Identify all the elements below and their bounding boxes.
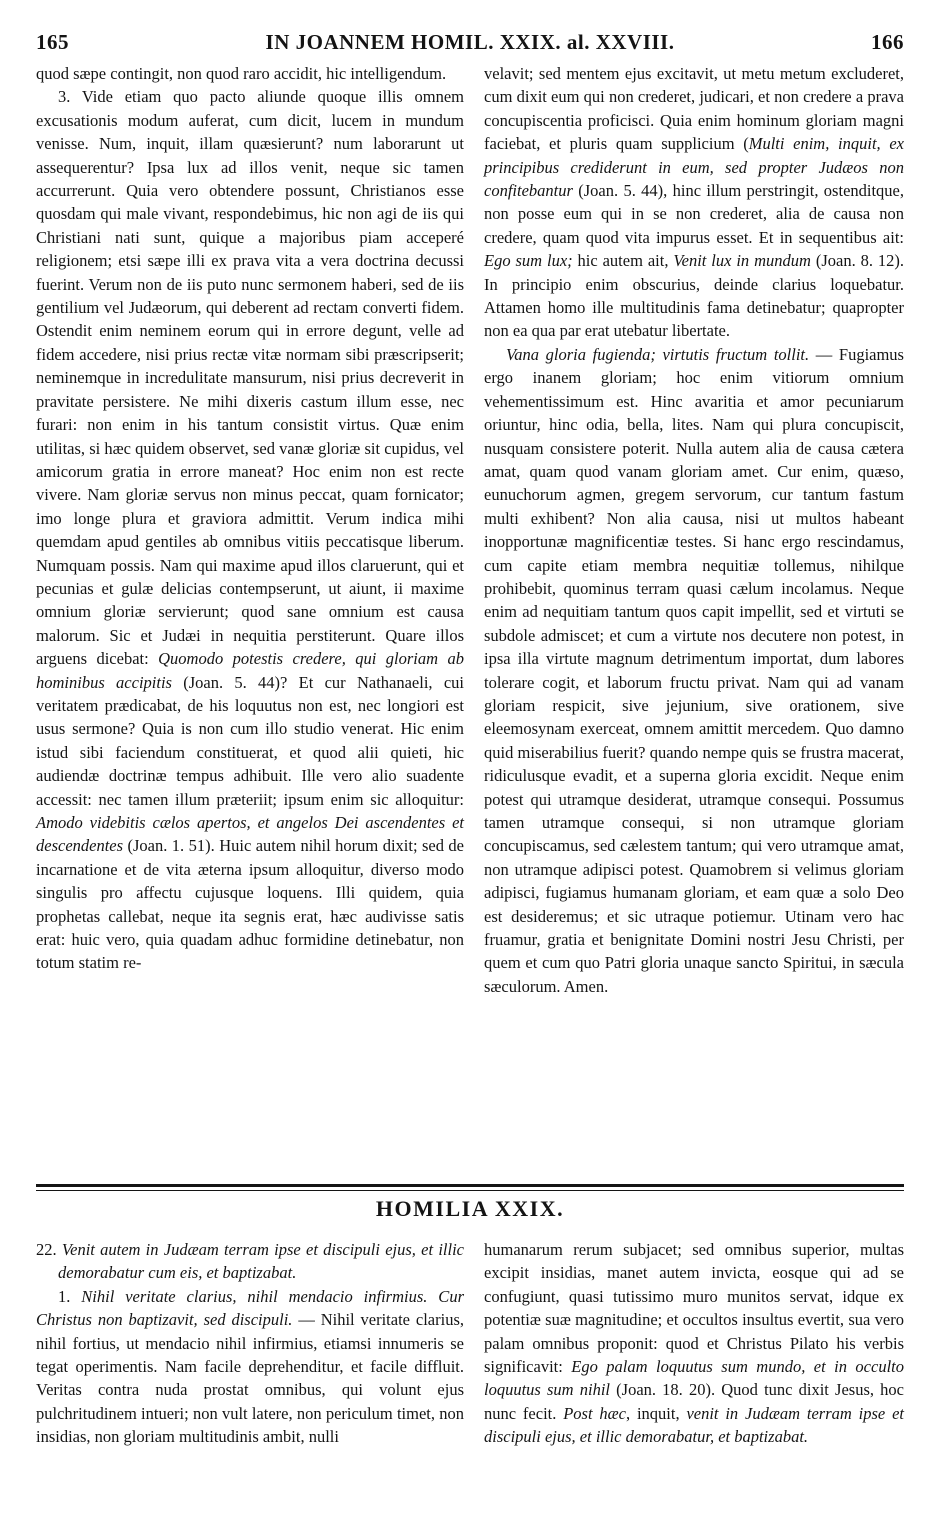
homily-title: HOMILIA XXIX. xyxy=(375,1196,565,1221)
paragraph: humanarum rerum subjacet; sed omnibus superior, multas excipit insidias, manet autem invicta, eosque qui ad se confugiunt, quasi tutissimo muro munitos servat, idque ex potentiæ suæ magnitudine; et occultos insultus evertit, sua vero palam omnibus proponit: quod et Christus Pilato his verbis significavit: Ego palam loquutus sum mundo, et in occulto loquutus sum nihil (Joan. 18. 20). Quod tunc dixit Jesus, hoc nunc fecit. Post hæc, inquit, venit in Judæam terram ipse et discipuli ejus, et illic demorabatur, et baptizabat. xyxy=(484,1240,904,1447)
scripture-quote: Multi enim, inquit, ex principibus crediderunt in eum, sed propter Judæos non confitebantur xyxy=(484,134,904,201)
column-top-right xyxy=(484,62,904,998)
paragraph: 3. Vide etiam quo pacto aliunde quoque illis omnem excusationis modum auferat, cum dicit, lucem in mundum venisse. Num, inquit, illam quæsierunt? num laborarunt ut assequerentur? Ipsa lux ad illos venit, neque sic tamen accurrerunt. Quia vero obtendere possunt, Christianos esse quosdam qui male vivant, respondebimus, hic non agi de iis qui Christiani nati sunt, quique a majoribus piam acceperé religionem; etsi sæpe illi ex prava vita a vera doctrina decussi fuerint. Verum non de iis puto nunc sermonem haberi, sed de iis gentilium vel Judæorum, qui deberent ad rectam converti fidem. Ostendit enim neminem eorum qui in errore degunt, velle ad fidem accedere, nisi prius rectæ vitæ normam sibi præscripserit; neminemque in incredulitate mansurum, nisi prius decreverit in pravitate persistere. Ne mihi dixeris castum illum esse, nec furari: non enim in his tantum consistit virtus. Quæ enim utilitas, si hæc quidem observet, sed vanæ gloriæ sit cupidus, vel amicorum gratia in errore maneat? Hoc enim non est recte vivere. Nam gloriæ servus non minus peccat, quam fornicator; imo longe plura et graviora admittit. Verum indica mihi quemdam apud gentiles ab omnibus vitiis peccatisque liberum. Numquam possis. Nam qui maxime apud illos claruerunt, qui et pecunias et gulæ delicias contempserunt, ut aiunt, ii maxime omnium gloriæ servierunt; quod sane omnium est causa malorum. Sic et Judæi in nequitia perstiterunt. Quare illos arguens dicebat: Quomodo potestis credere, qui gloriam ab hominibus accipitis (Joan. 5. 44)? Et cur Nathanaeli, cui veritatem prædicabat, de his loquutus non est, nec longiori est usus sermone? Quia is non cum illo studio venerat. Hic enim istud sibi faciendum constituerat, et quod alii quieti, hic audiendæ doctrinæ tempus adhibuit. Ille vero alio suadente accessit: nec tamen illum præteriit; ipsum enim sic alloquitur: Amodo videbitis cælos apertos, et angelos Dei ascendentes et descendentes (Joan. 1. 51). Huic autem nihil horum dixit; sed de incarnatione et de vita æterna ipsum alloquitur, diverso modo singulis pro affectu cujusque loquens. Illi quidem, quia prophetas callebat, neque ita segnis erat, hæc audivisse satis erat: huic vero, quia quadam adhuc formidine detinebatur, non totum statim re- xyxy=(36,87,464,973)
verse-number: 22. xyxy=(36,1240,57,1259)
scripture-quote: Venit lux in mundum xyxy=(673,251,811,271)
scripture-reference: (Joan. 18. 20). xyxy=(610,1380,716,1400)
section-number: 1. xyxy=(58,1286,71,1306)
scripture-reference: (Joan. 1. 51). xyxy=(123,836,215,856)
running-title: IN JOANNEM HOMIL. XXIX. al. XXVIII. xyxy=(265,30,675,54)
column-top-left xyxy=(36,62,464,975)
page-number-left: 165 xyxy=(36,30,69,54)
section-heading: Nihil veritate clarius, nihil mendacio infirmius. Cur Christus non baptizavit, sed discipuli. xyxy=(36,1286,464,1330)
running-header xyxy=(36,30,904,62)
scripture-quote: Ego palam loquutus sum mundo, et in occulto loquutus sum nihil xyxy=(484,1357,904,1400)
scripture-quote: venit in Judæam terram ipse et discipuli ejus, et illic demorabatur, et baptizabat. xyxy=(484,1403,904,1447)
scripture-quote: Quomodo potestis credere, qui gloriam ab hominibus accipitis xyxy=(36,649,464,692)
section-heading: Vana gloria fugienda; virtutis fructum tollit. xyxy=(506,344,810,364)
divider-thick xyxy=(36,1184,904,1187)
scripture-reference: (Joan. 8. 12). xyxy=(810,251,905,271)
scripture-quote: Ego sum lux; xyxy=(484,251,573,271)
column-bottom-right xyxy=(484,1238,904,1449)
scripture-quote: Post hæc xyxy=(563,1403,626,1423)
page-number-right: 166 xyxy=(871,30,904,54)
column-bottom-left xyxy=(36,1238,464,1449)
verse-heading: 22. Venit autem in Judæam terram ipse et discipuli ejus, et illic demorabatur cum eis, et baptizabat. xyxy=(36,1240,464,1283)
paragraph: velavit; sed mentem ejus excitavit, ut metu metum excluderet, cum dixit eum qui non crederet, judicari, et non credere a prava concupiscentia proficisci. Quia enim hominum gloriam magni faciebat, et pluris quam supplicium (Multi enim, inquit, ex principibus crediderunt in eum, sed propter Judæos non confitebantur (Joan. 5. 44), hinc illum perstringit, ostenditque, non posse eum qui in se non crederet, alia de causa non credere, quam quod vita impurus esset. Et in sequentibus ait: Ego sum lux; hic autem ait, Venit lux in mundum (Joan. 8. 12). In principio enim obscurius, deinde clarius loquebatur. Attamen homo ille multitudinis fama detinebatur; quapropter non ea qua par erat utebatur libertate. xyxy=(484,64,905,341)
paragraph: 1. Nihil veritate clarius, nihil mendacio infirmius. Cur Christus non baptizavit, sed discipuli. — Nihil veritate clarius, nihil fortius, ut mendacio nihil infirmius, etiamsi innumeris se tegat operimentis. Nam facile deprehenditur, et facile diffluit. Veritas contra nuda prostat omnibus, qui volunt ejus pulchritudinem intueri; non vult latere, non periculum timet, non insidias, non gloriam multitudinis ambit, nulli xyxy=(36,1286,464,1447)
scripture-quote: Amodo videbitis cælos apertos, et angelos Dei ascendentes et descendentes xyxy=(36,813,464,856)
scripture-reference: (Joan. 5. 44)? xyxy=(171,672,288,692)
divider-thin xyxy=(36,1190,904,1191)
scripture-reference: (Joan. 5. 44), xyxy=(572,181,668,201)
paragraph: quod sæpe contingit, non quod raro accidit, hic intelligendum. xyxy=(36,64,447,83)
paragraph: Vana gloria fugienda; virtutis fructum tollit. — Fugiamus ergo inanem gloriam; hoc enim vitiorum omnium vehementissimum est. Hinc avaritia et amor pecuniarum oriuntur, hinc odia, bella, lites. Nam qui plura concupiscit, nusquam consistere poterit. Nulla autem alia de causa cætera amat, quam quod vanam gloriam amet. Cur enim, quæso, eunuchorum agmen, gregem servorum, cur tantum fastum multi exhibent? Non alia causa, nisi ut multos habeant inopportunæ magnificentiæ testes. Si hanc ergo rescindamus, cum capite etiam membra nequitiæ tollemus, nihilque prohibebit, quominus terram quasi cælum incolamus. Neque enim ad nequitiam tantum quos capit impellit, sed et virtuti se subdole admiscet; et cum a virtute nos decutere non potest, in ipsa illa virtute magnum detrimentum importat, dum labores tolerare cogit, et laborum fructu privat. Nam qui ad vanam gloriam respicit, sive jejunium, sive orationem, sive eleemosynam exerceat, omnem amittit mercedem. Quo damno quid miserabilius fuerit? quando nempe quis se frustra macerat, ridiculusque evadit, et a superna gloria excidit. Neque enim potest qui utramque desiderat, utramque consequi. Possumus tamen utramque consequi, si non utramque gloriam concupiscamus, sed cælestem tantum; qui vero utramque amat, non utramque adipisci potest. Quamobrem si velimus gloriam adipisci, fugiamus humanam gloriam, et eam quæ a solo Deo est desideremus; et sic utraque potiemur. Utinam vero hac fruamur, gratia et benignitate Domini nostri Jesu Christi, per quem et cum quo Patri gloria unaque sancto Spiritui, in sæcula sæculorum. Amen. xyxy=(484,344,904,996)
